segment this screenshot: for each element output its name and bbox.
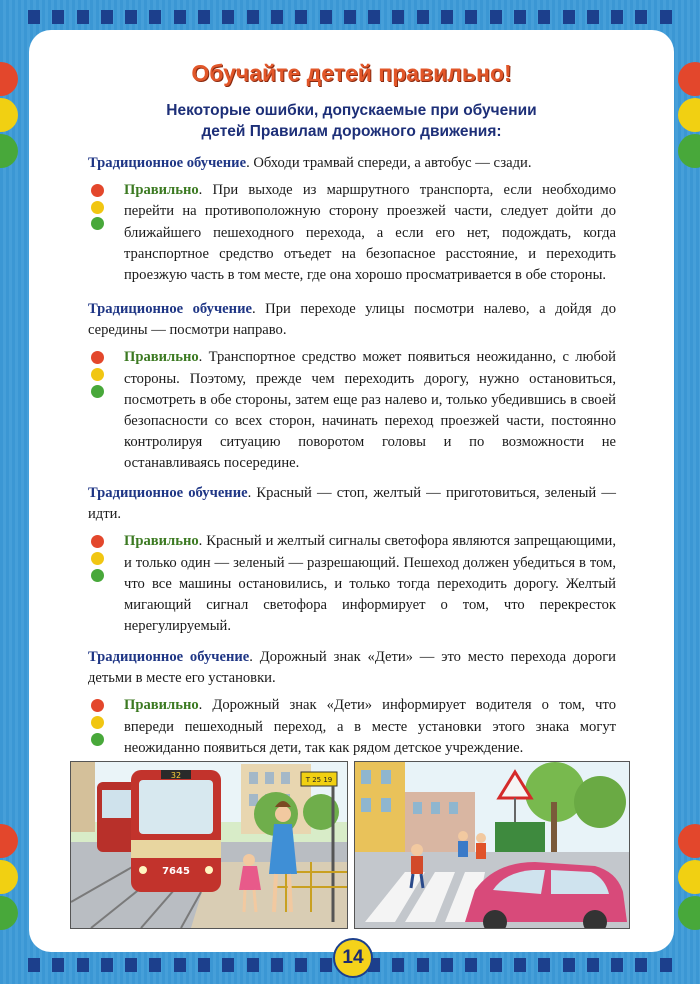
traditional-teaching-3: [88, 483, 616, 525]
border-dash: [125, 958, 137, 972]
rule-block-2: [88, 299, 616, 475]
traditional-label: Традиционное обучение: [88, 301, 252, 317]
correct-text: . Красный и желтый сигналы светофора являются запрещающими, и только один — зеленый — разрешающий. Пешеход должен убедиться в том, что все машины остановились, и только тогда переходить дорогу. Желтый мигающий сигнал светофора информирует о том, что перекресток нерегулируемый.: [124, 533, 616, 635]
subtitle-line-2: детей Правилам дорожного движения:: [201, 123, 502, 140]
correct-teaching-2: [88, 347, 616, 474]
correct-label: Правильно: [124, 697, 199, 714]
tram-number-label: 7645: [162, 866, 190, 877]
border-dash: [563, 10, 575, 24]
child-figure-2: [458, 831, 468, 857]
border-dash: [198, 10, 210, 24]
border-dash: [149, 10, 161, 24]
tram-stop-sign-label: Т 25 19: [305, 776, 333, 784]
border-dash: [587, 10, 599, 24]
border-dash: [635, 958, 647, 972]
traffic-light-icon: [91, 535, 104, 585]
border-dash: [271, 10, 283, 24]
border-dash: [660, 10, 672, 24]
left-bottom-traffic-light-icon: [0, 824, 22, 932]
border-dash: [222, 10, 234, 24]
top-dash-border: [28, 10, 672, 24]
correct-label: Правильно: [124, 182, 199, 199]
border-dash: [101, 10, 113, 24]
border-dash: [247, 958, 259, 972]
border-dash: [271, 958, 283, 972]
child-figure-3: [476, 833, 486, 859]
border-dash: [660, 958, 672, 972]
traffic-light-icon: [91, 184, 104, 234]
page-subtitle: [29, 100, 674, 142]
traditional-label: Традиционное обучение: [88, 649, 250, 665]
border-dash: [295, 958, 307, 972]
border-dash: [514, 958, 526, 972]
border-dash: [465, 10, 477, 24]
border-dash: [441, 958, 453, 972]
border-dash: [320, 958, 332, 972]
rule-block-4: [88, 647, 616, 759]
border-dash: [417, 10, 429, 24]
correct-label: Правильно: [124, 533, 199, 550]
illustration-children-crossing: [354, 761, 630, 929]
traditional-teaching-2: [88, 299, 616, 341]
traditional-text: . Красный — стоп, желтый — приготовиться, зеленый — идти.: [88, 485, 617, 523]
border-dash: [514, 10, 526, 24]
border-dash: [392, 958, 404, 972]
border-dash: [465, 958, 477, 972]
border-dash: [149, 958, 161, 972]
border-dash: [77, 958, 89, 972]
illustration-tram-stop: [70, 761, 348, 929]
traditional-text: . Дорожный знак «Дети» — это место перехода дороги детьми в месте его установки.: [88, 649, 616, 687]
border-dash: [125, 10, 137, 24]
right-bottom-traffic-light-icon: [678, 824, 700, 932]
border-dash: [635, 10, 647, 24]
border-dash: [417, 958, 429, 972]
border-dash: [538, 10, 550, 24]
border-dash: [563, 958, 575, 972]
correct-teaching-1: [88, 180, 616, 286]
traffic-light-icon: [91, 351, 104, 401]
border-dash: [587, 958, 599, 972]
correct-teaching-4: [88, 695, 616, 759]
border-dash: [441, 10, 453, 24]
border-dash: [344, 10, 356, 24]
traditional-label: Традиционное обучение: [88, 485, 248, 501]
border-dash: [174, 958, 186, 972]
border-dash: [174, 10, 186, 24]
border-dash: [222, 958, 234, 972]
rule-block-3: [88, 483, 616, 637]
border-dash: [247, 10, 259, 24]
tram-route-label: 32: [170, 771, 182, 780]
right-top-traffic-light-icon: [678, 62, 700, 170]
border-dash: [392, 10, 404, 24]
border-dash: [490, 10, 502, 24]
traditional-text: . Обходи трамвай спереди, а автобус — сзади.: [246, 155, 532, 171]
border-dash: [28, 958, 40, 972]
correct-label: Правильно: [124, 349, 199, 366]
rule-block-1: [88, 153, 616, 286]
border-dash: [77, 10, 89, 24]
border-dash: [368, 10, 380, 24]
tram-front: [131, 770, 221, 892]
correct-text: . Дорожный знак «Дети» информирует водителя о том, что впереди пешеходный переход, а в месте установки этого знака могут неожиданно появиться дети, так как рядом детское учреждение.: [124, 697, 616, 756]
page-number-badge: 14: [333, 938, 373, 978]
border-dash: [52, 10, 64, 24]
left-top-traffic-light-icon: [0, 62, 22, 170]
border-dash: [198, 958, 210, 972]
correct-text: . Транспортное средство может появиться неожиданно, с любой стороны. Поэтому, прежде чем переходить дорогу, нужно остановиться, посмотреть в обе стороны, затем еще раз налево и, только убедившись в своей безопасности со всех сторон, начинать переход проезжей части, постоянно контролируя ситуацию поворотом головы и по возможности не останавливаясь посередине.: [124, 349, 616, 472]
traditional-text: . При переходе улицы посмотри налево, а дойдя до середины — посмотри направо.: [88, 301, 617, 339]
border-dash: [28, 10, 40, 24]
correct-text: . При выходе из маршрутного транспорта, если необходимо перейти на противоположную сторону проезжей части, следует дойти до ближайшего пешеходного перехода, а если его нет, подождать, когда транспортное средство отъедет на безопасное расстояние, и переходить проезжую часть в том месте, где она хорошо просматривается в обе стороны.: [124, 182, 616, 284]
border-dash: [490, 958, 502, 972]
border-dash: [320, 10, 332, 24]
traditional-teaching-1: [88, 153, 616, 174]
traditional-label: Традиционное обучение: [88, 155, 247, 171]
subtitle-line-1: Некоторые ошибки, допускаемые при обучении: [166, 102, 537, 119]
border-dash: [295, 10, 307, 24]
border-dash: [611, 958, 623, 972]
border-dash: [101, 958, 113, 972]
correct-teaching-3: [88, 531, 616, 637]
traditional-teaching-4: [88, 647, 616, 689]
border-dash: [52, 958, 64, 972]
border-dash: [538, 958, 550, 972]
page-title: Обучайте детей правильно!: [191, 60, 512, 86]
traffic-light-icon: [91, 699, 104, 749]
border-dash: [611, 10, 623, 24]
